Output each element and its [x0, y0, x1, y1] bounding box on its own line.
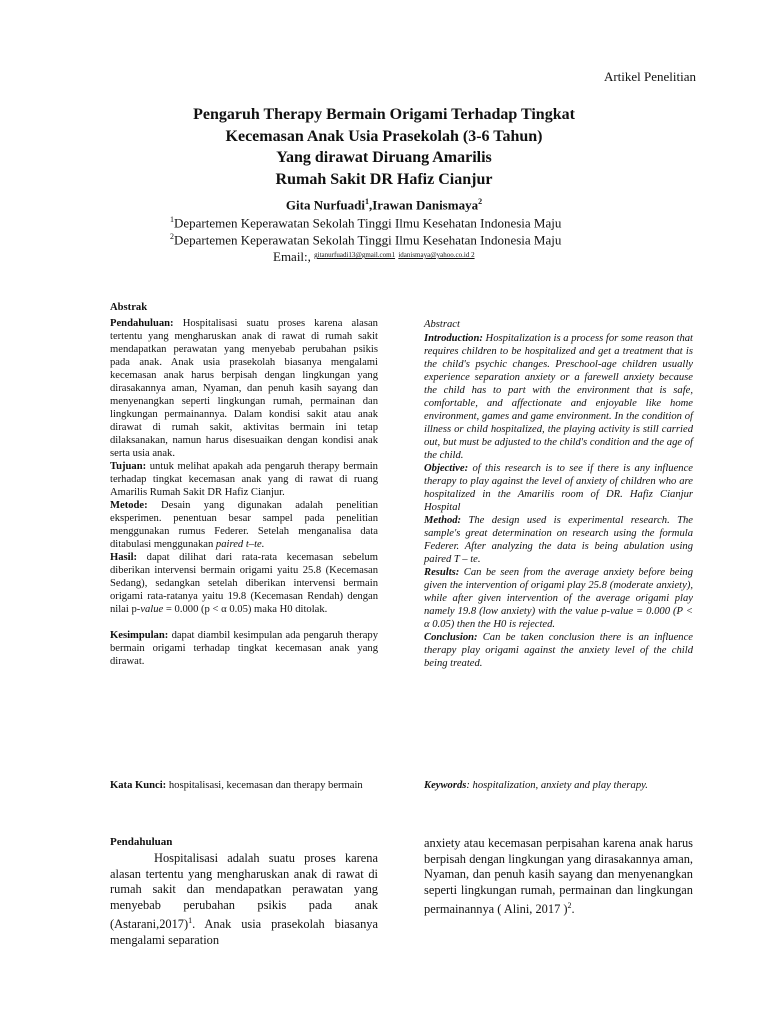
citation-superscript: 2 — [567, 901, 572, 910]
body-column-right — [424, 836, 693, 918]
citation-superscript: 1 — [188, 916, 193, 925]
email-label: Email:, — [273, 249, 311, 264]
paragraph-text: The design used is experimental research. The sample's great determination on research using the formula Federer. After analyzing the data is being abulation using paired T – te. — [424, 515, 694, 565]
section-label: Results: — [424, 567, 460, 578]
author-separator: , — [369, 197, 373, 213]
paragraph-text: = 0.000 (p < α 0.05) maka H0 ditolak. — [165, 604, 328, 615]
keywords-paragraph — [110, 779, 378, 792]
section-label: Kata Kunci: — [110, 780, 167, 791]
keywords-paragraph — [424, 779, 693, 792]
italic-text: value — [140, 604, 164, 615]
section-label: Keywords — [424, 780, 467, 791]
title-line: Pengaruh Therapy Bermain Origami Terhadap Tingkat — [193, 106, 575, 123]
abstrak-paragraph — [110, 460, 378, 499]
paragraph-text: Desain yang digunakan adalah penelitian eksperimen. penentuan besar sampel pada penelitian menggunakan rumus Federer. Setelah menganalisa data ditabulasi menggunakan — [110, 500, 378, 550]
affiliation-text: Departemen Keperawatan Sekolah Tinggi Ilmu Kesehatan Indonesia Maju — [174, 215, 562, 231]
paragraph-text: Can be taken conclusion there is an influence therapy play origami against the anxiety level of the child being treated. — [424, 632, 693, 669]
abstrak-paragraph — [110, 317, 378, 460]
section-label: Introduction: — [424, 333, 483, 344]
abstrak-column — [110, 317, 378, 668]
abstract-paragraph — [424, 631, 693, 670]
paper-title — [0, 104, 768, 190]
keywords-text: : hospitalization, anxiety and play therapy. — [466, 780, 648, 791]
email-line — [273, 249, 475, 265]
abstract-heading: Abstract — [424, 319, 460, 330]
author-name: Irawan Danismaya — [372, 197, 479, 213]
body-column-left — [110, 851, 378, 948]
section-label: Pendahuluan: — [110, 318, 174, 329]
paragraph-text: Hospitalisasi suatu proses karena alasan tertentu yang mengharuskan anak di rawat di rumah sakit mendapatkan perawatan yang menyebab perubahan psikis pada anak. Anak usia prasekolah biasanya mengalami kecemasan anak harus berpisah dengan lingkungan yang dirasakannya aman, Nyaman, dan penuh kasih sayang dan menyenangkan seperti lingkungan rumah, permainan dan lingkungan permainannya. Dalam kondisi sakit atau anak dirawat di rumah sakit, aktivitas bermain ini tetap dilaksanakan, namun harus disesuaikan dengan kondisi anak serta usia anak. — [110, 318, 378, 459]
section-label: Hasil: — [110, 552, 138, 563]
abstract-paragraph — [424, 332, 693, 462]
paragraph-text: . — [571, 902, 575, 917]
author-superscript: 1 — [365, 197, 369, 206]
paragraph-text: Can be seen from the average anxiety before being given the intervention of origami play 25.8 (moderate anxiety), while after given intervention of the average origami play namely 19.8 (low anxiety) with the value p-value = 0.000 (P < α 0.05) then the H0 is rejected. — [424, 567, 693, 630]
paragraph-text: of this research is to see if there is any influence therapy to play against the level of anxiety of children who are hospitalized in the Amarilis room of DR. Hafiz Cianjur Hospital — [424, 463, 693, 513]
keywords-text: hospitalisasi, kecemasan dan therapy bermain — [168, 780, 363, 791]
abstrak-heading: Abstrak — [110, 302, 148, 313]
abstrak-paragraph — [110, 551, 378, 616]
title-line: Kecemasan Anak Usia Prasekolah (3-6 Tahun) — [225, 127, 543, 145]
affiliation-superscript: 2 — [170, 232, 174, 241]
paragraph-text: . Anak usia prasekolah biasanya mengalami separation — [110, 917, 378, 947]
abstract-paragraph — [424, 514, 693, 566]
section-label: Objective: — [424, 463, 469, 474]
paragraph-text: Hospitalisasi adalah suatu proses karena alasan tertentu yang mengharuskan anak di rawat di rumah sakit dan mendapatkan perawatan yang menyebab perubahan psikis pada anak (Astarani,2017) — [110, 851, 378, 932]
section-label: Method: — [424, 515, 462, 526]
author-name: Gita Nurfuadi — [285, 197, 365, 213]
section-label: Kesimpulan: — [110, 630, 169, 641]
section-label: Metode: — [110, 500, 148, 511]
abstrak-paragraph — [110, 499, 378, 551]
abstract-paragraph — [424, 462, 693, 514]
keywords-block — [424, 779, 693, 792]
abstract-column — [424, 332, 693, 670]
title-line: Yang dirawat Diruang Amarilis — [276, 149, 492, 166]
body-paragraph — [110, 851, 378, 948]
title-line: Rumah Sakit DR Hafiz Cianjur — [275, 170, 493, 188]
author-line — [0, 197, 768, 213]
abstract-paragraph — [424, 566, 693, 631]
section-label: Conclusion: — [424, 632, 478, 643]
paragraph-text: untuk melihat apakah ada pengaruh therapy bermain terhadap tingkat kecemasan anak yang di rawat di ruang Amarilis Rumah Sakit DR Hafiz Cianjur. — [110, 461, 378, 498]
body-paragraph — [424, 836, 693, 918]
abstrak-paragraph — [110, 629, 378, 668]
affiliation — [170, 232, 561, 248]
paragraph-text: dapat diambil kesimpulan ada pengaruh therapy bermain origami terhadap tingkat kecemasan anak yang dirawat. — [110, 630, 378, 667]
author-superscript: 2 — [478, 197, 483, 206]
affiliation — [170, 215, 561, 231]
email-link[interactable]: gitanurfuadi13@gmail.com1 — [314, 251, 396, 259]
section-label: Tujuan: — [110, 461, 147, 472]
article-type-label: Artikel Penelitian — [603, 69, 696, 84]
paragraph-text: anxiety atau kecemasan perpisahan karena anak harus berpisah dengan lingkungan yang dirasakannya aman, Nyaman, dan penuh kasih sayang dan menyenangkan seperti lingkungan rumah, permainan dan lingkungan permainannya ( Alini, 2017 ) — [424, 836, 693, 917]
affiliation-text: Departemen Keperawatan Sekolah Tinggi Ilmu Kesehatan Indonesia Maju — [174, 232, 562, 248]
email-link[interactable]: idanismaya@yahoo.co.id 2 — [398, 251, 475, 259]
keywords-block — [110, 779, 378, 792]
affiliation-superscript: 1 — [170, 215, 174, 224]
paragraph-text: dapat dilihat dari rata-rata kecemasan sebelum diberikan intervensi bermain origami yaitu 25.8 (Kecemasan Sedang), sedangkan setelah diberikan intervensi bermain origami rata-ratanya yaitu 19.8 (Kecemasan Rendah) dengan nilai p- — [110, 552, 378, 615]
italic-text: paired t–te. — [215, 539, 265, 550]
paragraph-text: Hospitalization is a process for some reason that requires children to be hospitalized and get a treatment that is the child's psychic changes. Preschool-age children usually experience separation anxiety or a farewell anxiety because the child has to part with the environment that is safe, comfortable, and affectionate and enjoyable like home environment, games and game environment. In the condition of illness or child hospitalized, the playing activity is still carried out, but must be adjusted to the child's condition and the age of the child. — [424, 333, 693, 461]
section-heading: Pendahuluan — [110, 836, 173, 848]
